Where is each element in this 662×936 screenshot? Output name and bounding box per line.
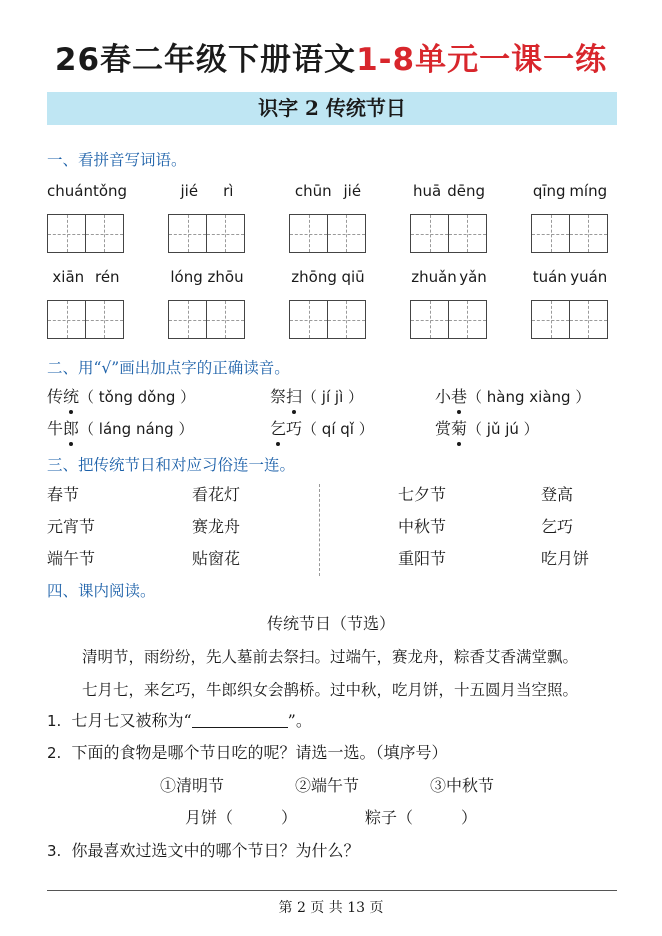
writing-box[interactable] [168,300,207,339]
section-1-heading: 一、看拼音写词语。 [47,151,187,169]
pinyin-label: zhōng qiū [291,268,365,286]
page-footer: 第 2 页 共 13 页 [278,900,384,916]
custom-item: 吃月饼 [541,549,590,568]
writing-box[interactable] [410,300,449,339]
q2-option: ③中秋节 [430,776,495,795]
q2-option: ②端午节 [295,776,360,795]
passage-title: 传统节日（节选） [266,614,395,633]
festival-item: 七夕节 [398,485,447,504]
festival-item: 中秋节 [398,517,447,536]
writing-box[interactable] [168,214,207,253]
writing-box[interactable] [289,214,328,253]
lesson-banner: 识字 2 传统节日 [47,92,617,125]
pinyin-cell [289,182,367,253]
writing-box[interactable] [531,300,570,339]
custom-item: 乞巧 [541,517,574,536]
question-1: 1. 七月七又被称为“ ”。 [47,711,312,730]
pinyin-label: chūn jié [294,182,362,200]
pinyin-label: chuán tǒng [47,182,128,200]
writing-box[interactable] [85,214,124,253]
pinyin-cell [531,182,609,253]
festival-item: 端午节 [47,549,96,568]
pinyin-label: jié rì [180,182,234,200]
pinyin-cell [47,182,128,253]
writing-box[interactable] [47,300,86,339]
reading-item: 赏菊（ jǔ jú ） [435,419,539,438]
title-black: 26春二年级下册语文 [54,42,357,78]
q2-food-zongzi: 粽子（ ） [365,808,478,827]
writing-box[interactable] [327,214,366,253]
pinyin-cell [289,268,367,339]
writing-box[interactable] [327,300,366,339]
section-4-heading: 四、课内阅读。 [47,582,156,600]
pinyin-label: qīng míng [532,182,608,200]
writing-box[interactable] [448,300,487,339]
q2-food-mooncake: 月饼（ ） [185,808,298,827]
pinyin-cell [410,268,488,339]
writing-box[interactable] [410,214,449,253]
writing-box[interactable] [47,214,86,253]
reading-item: 祭扫（ jí jì ） [270,387,364,406]
festival-item: 春节 [47,485,80,504]
reading-item: 传统（ tǒng dǒng ） [47,387,196,406]
question-3: 3. 你最喜欢过选文中的哪个节日？为什么？ [47,841,360,860]
q2-option: ①清明节 [160,776,225,795]
custom-item: 贴窗花 [192,549,241,568]
page-title [0,40,662,80]
section-3-heading: 三、把传统节日和对应习俗连一连。 [47,456,296,474]
pinyin-label: tuán yuán [532,268,608,286]
pinyin-cell [168,268,246,339]
custom-item: 登高 [541,485,574,504]
festival-item: 重阳节 [398,549,447,568]
column-divider [319,484,320,576]
reading-item: 小巷（ hàng xiàng ） [435,387,591,406]
custom-item: 赛龙舟 [192,517,241,536]
writing-box[interactable] [569,214,608,253]
writing-box[interactable] [531,214,570,253]
reading-item: 乞巧（ qí qǐ ） [270,419,374,438]
pinyin-label: xiān rén [52,268,120,286]
answer-blank[interactable] [192,710,288,728]
writing-box[interactable] [289,300,328,339]
writing-box[interactable] [448,214,487,253]
writing-box[interactable] [206,300,245,339]
section-2-heading: 二、用“√”画出加点字的正确读音。 [47,359,290,377]
pinyin-cell [168,182,246,253]
pinyin-row-1 [47,182,617,262]
passage-line: 七月七，来乞巧，牛郎织女会鹊桥。过中秋，吃月饼，十五圆月当空照。 [82,681,579,699]
writing-box[interactable] [85,300,124,339]
pinyin-label: huā dēng [413,182,485,200]
reading-item: 牛郎（ láng náng ） [47,419,194,438]
pinyin-cell [531,268,609,339]
writing-box[interactable] [206,214,245,253]
question-2: 2. 下面的食物是哪个节日吃的呢？请选一选。（填序号） [47,743,448,762]
footer-divider [47,890,617,891]
passage-line: 清明节，雨纷纷，先人墓前去祭扫。过端午，赛龙舟，粽香艾香满堂飘。 [82,648,579,666]
pinyin-label: zhuǎn yǎn [411,268,487,286]
pinyin-label: lóng zhōu [170,268,244,286]
pinyin-cell [47,268,125,339]
festival-item: 元宵节 [47,517,96,536]
title-red: 1-8单元一课一练 [356,42,608,78]
pinyin-cell [410,182,488,253]
pinyin-row-2 [47,268,617,348]
custom-item: 看花灯 [192,485,241,504]
writing-box[interactable] [569,300,608,339]
